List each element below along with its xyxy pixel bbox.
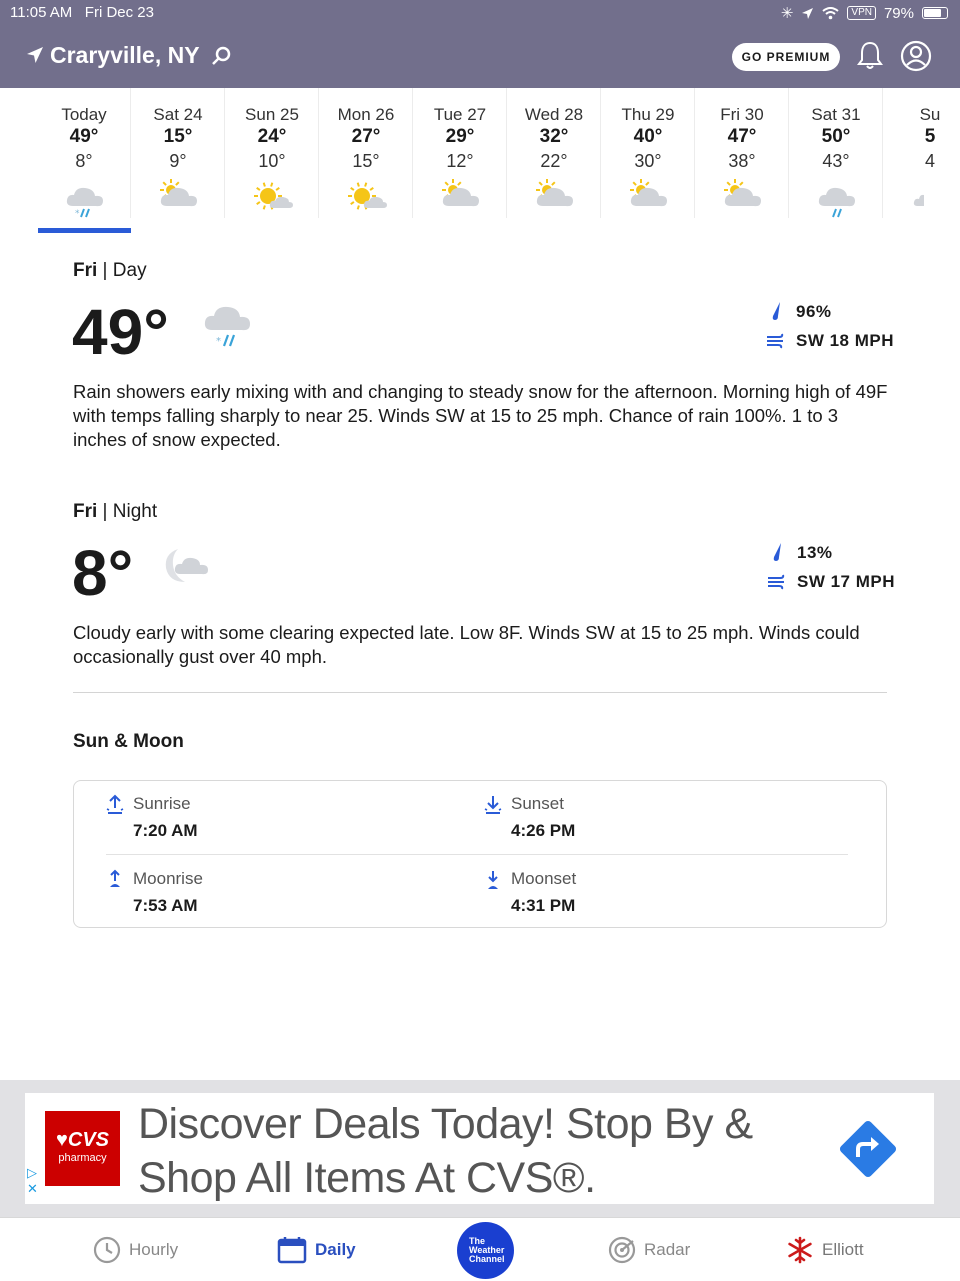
day-name: Wed 28 [524, 105, 584, 124]
sunrise-time: 7:20 AM [133, 821, 198, 840]
day-precip-value: 96% [796, 302, 832, 321]
battery-icon [922, 7, 948, 19]
day-column[interactable] [696, 88, 789, 218]
app-header [0, 26, 960, 88]
tab-hourly[interactable]: Hourly [93, 1236, 178, 1264]
day-high-temp: 40° [633, 126, 663, 147]
rain-icon [816, 176, 858, 220]
selected-day-indicator [38, 228, 131, 233]
go-premium-button[interactable]: GO PREMIUM [732, 43, 840, 71]
weather-channel-logo[interactable]: The Weather Channel [457, 1222, 514, 1279]
moonset-icon [483, 869, 503, 891]
tab-elliott[interactable]: Elliott [786, 1236, 864, 1264]
day-low-temp: 30° [634, 151, 662, 171]
sunset-icon [483, 794, 503, 816]
calendar-icon [277, 1236, 307, 1264]
status-bar [0, 0, 960, 26]
day-low-temp: 4 [924, 151, 935, 171]
ad-text: Discover Deals Today! Stop By & Shop All Items At CVS®. [138, 1100, 753, 1202]
day-name: Sat 24 [153, 105, 203, 124]
mostly-sunny-icon [346, 176, 388, 220]
day-column[interactable] [602, 88, 695, 218]
svg-text:*: * [216, 336, 221, 347]
sun-moon-card: Sunrise 7:20 AM Sunset 4:26 PM Moonrise 7:53 AM Moonset 4:31 PM [73, 780, 887, 928]
day-high-temp: 5 [924, 126, 936, 147]
day-low-temp: 15° [352, 151, 380, 171]
day-low-temp: 12° [446, 151, 474, 171]
cloud-icon [910, 176, 952, 220]
section-divider [73, 692, 887, 693]
day-high-temp: 49° [69, 126, 99, 147]
mostly-sunny-icon [252, 176, 294, 220]
ad-banner-area [0, 1080, 960, 1217]
day-high-temp: 15° [163, 126, 193, 147]
partly-cloudy-icon [628, 176, 670, 220]
precip-drop-icon [771, 542, 783, 562]
day-wind-value: SW 18 MPH [796, 331, 895, 350]
day-column[interactable] [414, 88, 507, 218]
daily-forecast-strip [38, 88, 960, 236]
bell-icon[interactable] [857, 40, 883, 70]
night-precip-value: 13% [797, 543, 833, 562]
ad-banner[interactable] [25, 1093, 934, 1204]
night-wind-value: SW 17 MPH [797, 572, 896, 591]
night-description: Cloudy early with some clearing expected late. Low 8F. Winds SW at 15 to 25 mph. Winds could occasionally gust over 40 mph. [73, 622, 860, 667]
location-arrow-icon[interactable] [26, 46, 44, 64]
day-name: Today [61, 105, 107, 124]
day-low-temp: 38° [728, 151, 756, 171]
wifi-icon [822, 7, 839, 20]
partly-cloudy-icon [534, 176, 576, 220]
day-high-temp: 29° [445, 126, 475, 147]
day-column[interactable] [132, 88, 225, 218]
wind-icon [767, 574, 787, 590]
day-high-temp: 24° [257, 126, 287, 147]
precip-drop-icon [770, 301, 782, 321]
wind-icon [766, 333, 786, 349]
day-name: Tue 27 [433, 105, 487, 124]
location-name[interactable]: Craryville, NY [50, 42, 200, 68]
day-high-temp: 47° [727, 126, 757, 147]
radar-icon [608, 1236, 636, 1264]
tab-radar[interactable]: Radar [608, 1236, 690, 1264]
rain-snow-icon [202, 302, 254, 352]
day-high-temp: 32° [539, 126, 569, 147]
night-temperature: 8° [72, 537, 134, 609]
day-name: Fri 30 [720, 105, 764, 124]
svg-text:*: * [75, 209, 80, 219]
partly-cloudy-icon [722, 176, 764, 220]
tab-daily[interactable]: Daily [277, 1236, 356, 1264]
location-arrow-icon [801, 7, 814, 20]
rain-snow-icon [64, 176, 106, 220]
status-time: 11:05 AM Fri Dec 23 [10, 4, 154, 21]
day-name: Thu 29 [621, 105, 675, 124]
battery-percent: 79% [883, 4, 914, 22]
ad-choices-icon[interactable]: ▷ ✕ [27, 1165, 38, 1196]
sunset-time: 4:26 PM [511, 821, 576, 840]
sun-moon-title: Sun & Moon [73, 731, 184, 752]
day-low-temp: 22° [540, 151, 568, 171]
status-right [781, 4, 948, 22]
day-low-temp: 43° [822, 151, 850, 171]
day-column[interactable] [884, 88, 960, 218]
night-cloudy-icon [160, 546, 212, 588]
day-high-temp: 27° [351, 126, 381, 147]
moonrise-icon [105, 869, 125, 891]
day-description: Rain showers early mixing with and changing to steady snow for the afternoon. Morning high of 49F with temps falling sharply to near 25. Winds SW at 15 to 25 mph. Chance of rain 100%. 1 to 3 inches of snow expected. [73, 381, 888, 450]
day-column[interactable] [320, 88, 413, 218]
day-name: Mon 26 [337, 105, 395, 124]
search-icon[interactable] [211, 46, 231, 66]
day-period-label: Fri | Day [73, 260, 147, 281]
day-low-temp: 8° [75, 151, 93, 171]
day-column[interactable] [226, 88, 319, 218]
moonrise-time: 7:53 AM [133, 896, 198, 915]
day-column[interactable] [38, 88, 131, 218]
cvs-logo: ♥CVS pharmacy [45, 1111, 120, 1186]
day-low-temp: 9° [169, 151, 187, 171]
day-temperature: 49° [72, 296, 169, 368]
clock-icon [93, 1236, 121, 1264]
day-name: Sun 25 [245, 105, 299, 124]
loading-icon: ✳ [780, 5, 794, 22]
account-icon[interactable] [900, 40, 932, 72]
bottom-tab-bar [0, 1217, 960, 1281]
snowflake-icon [786, 1236, 814, 1264]
moonset-time: 4:31 PM [511, 896, 576, 915]
sunrise-icon [105, 794, 125, 816]
day-column[interactable] [508, 88, 601, 218]
ad-direction-icon[interactable] [838, 1119, 898, 1179]
vpn-badge: VPN [847, 6, 876, 20]
day-name: Sat 31 [811, 105, 861, 124]
day-low-temp: 10° [258, 151, 286, 171]
night-period-label: Fri | Night [73, 501, 158, 522]
partly-cloudy-icon [158, 176, 200, 220]
partly-cloudy-icon [440, 176, 482, 220]
day-name: Su [919, 105, 941, 124]
day-column[interactable] [790, 88, 883, 218]
sun-moon-divider [106, 854, 848, 855]
day-high-temp: 50° [821, 126, 851, 147]
